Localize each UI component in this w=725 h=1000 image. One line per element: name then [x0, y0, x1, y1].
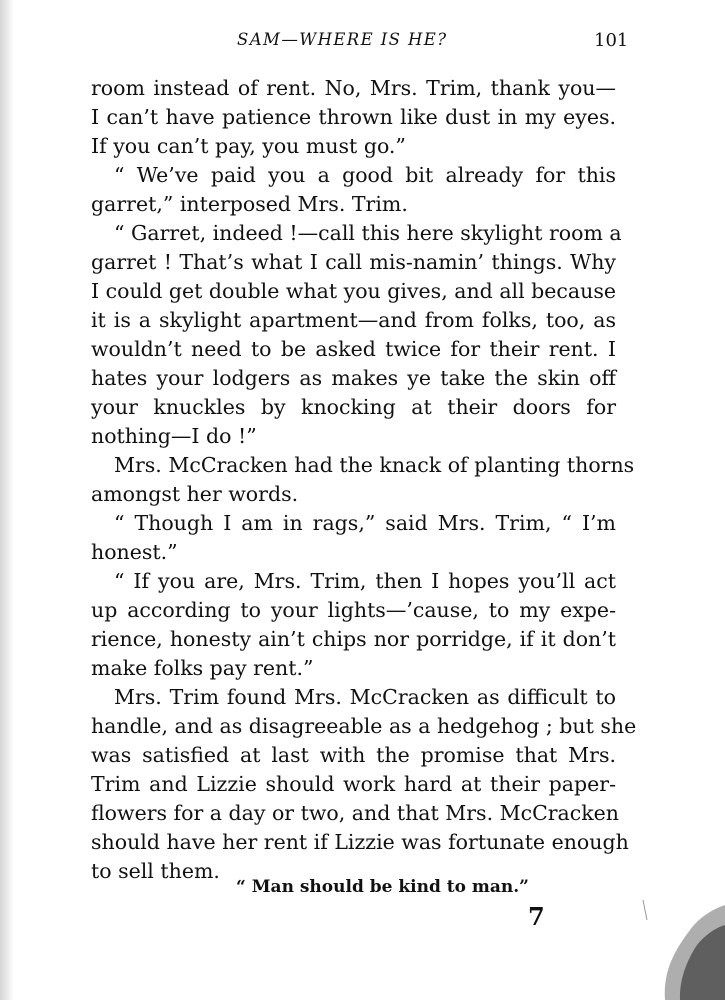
text-line: “ Though I am in rags,” said Mrs. Trim, “ I’m	[114, 511, 616, 535]
running-head: SAM—WHERE IS HE?	[237, 30, 448, 49]
text-line: Trim and Lizzie should work hard at their paper-	[91, 772, 616, 796]
text-line: I could get double what you gives, and all because	[91, 279, 616, 303]
text-line: up according to your lights—’cause, to my expe-	[91, 598, 616, 622]
text-line: amongst her words.	[91, 482, 299, 506]
text-line: hates your lodgers as makes ye take the skin off	[91, 366, 616, 390]
text-line: flowers for a day or two, and that Mrs. McCracken	[91, 801, 620, 825]
page-header	[0, 30, 725, 58]
motto: “ Man should be kind to man.”	[236, 877, 529, 897]
page-gutter-shadow	[0, 0, 14, 1000]
text-line: “ We’ve paid you a good bit already for this	[114, 163, 616, 187]
text-line: Mrs. Trim found Mrs. McCracken as difficult to	[114, 685, 616, 709]
text-line: If you can’t pay, you must go.”	[91, 134, 406, 158]
text-line: it is a skylight apartment—and from folks, too, as	[91, 308, 616, 332]
text-line: wouldn’t need to be asked twice for their rent. I	[91, 337, 616, 361]
text-line: Mrs. McCracken had the knack of planting thorns	[114, 453, 635, 477]
text-line: garret,” interposed Mrs. Trim.	[91, 192, 408, 216]
text-line: garret ! That’s what I call mis-namin’ things. Why	[91, 250, 616, 274]
signature-mark: 7	[528, 902, 545, 931]
text-line: “ If you are, Mrs. Trim, then I hopes you’ll act	[114, 569, 616, 593]
text-line: your knuckles by knocking at their doors for	[91, 395, 616, 419]
text-line: rience, honesty ain’t chips nor porridge, if it don’t	[91, 627, 616, 651]
text-line: should have her rent if Lizzie was fortunate enough	[91, 830, 629, 854]
text-line: honest.”	[91, 540, 178, 564]
text-line: I can’t have patience thrown like dust in my eyes.	[91, 105, 616, 129]
text-line: to sell them.	[91, 859, 220, 883]
text-line: “ Garret, indeed !—call this here skylight room a	[114, 221, 622, 245]
body-text	[91, 74, 637, 886]
text-line: room instead of rent. No, Mrs. Trim, thank you—	[91, 76, 616, 100]
text-line: was satisfied at last with the promise that Mrs.	[91, 743, 616, 767]
page-number: 101	[594, 30, 629, 51]
text-line: nothing—I do !”	[91, 424, 257, 448]
text-line: handle, and as disagreeable as a hedgehog ; but she	[91, 714, 637, 738]
text-line: make folks pay rent.”	[91, 656, 314, 680]
page-corner-smudge	[635, 890, 725, 1000]
